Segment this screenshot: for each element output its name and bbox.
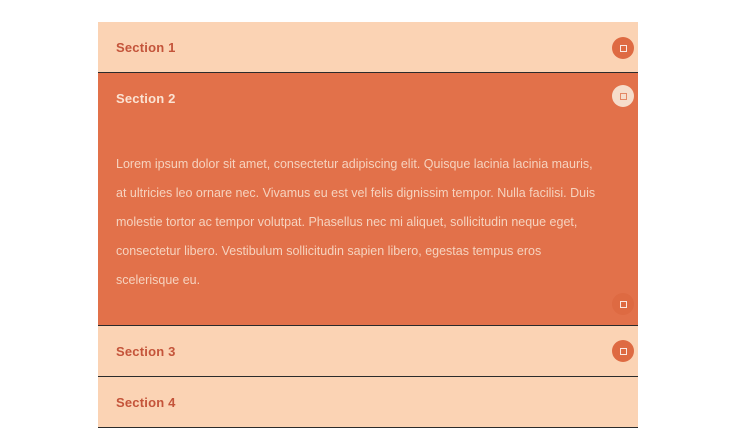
- accordion-section: [98, 73, 638, 326]
- accordion-bottom-divider: [98, 376, 638, 377]
- accordion-header-section-2[interactable]: [98, 73, 638, 124]
- accordion-section: [98, 22, 638, 73]
- section-marker-4-icon[interactable]: [612, 340, 634, 362]
- accordion-header-section-1[interactable]: [98, 22, 638, 73]
- accordion: [98, 22, 638, 428]
- accordion-header-section-3[interactable]: [98, 326, 638, 377]
- accordion-header-section-4[interactable]: [98, 377, 638, 428]
- accordion-title-section-2: Section 2: [116, 91, 176, 106]
- section-marker-1-icon[interactable]: [612, 37, 634, 59]
- square-marker-icon: [620, 348, 627, 355]
- accordion-panel-section-2: [98, 124, 638, 326]
- accordion-title-section-3: Section 3: [116, 343, 176, 359]
- accordion-body-text-section-2: Lorem ipsum dolor sit amet, consectetur adipiscing elit. Quisque lacinia lacinia mauris, at ultricies leo ornare nec. Vivamus eu est vel felis dignissim tempor. Nulla facilisi. Duis molestie tortor ac tempor volutpat. Phasellus nec mi aliquet, sollicitudin neque eget, consectetur libero. Vestibulum sollicitudin sapien libero, egestas tempus eros scelerisque eu.: [116, 157, 596, 287]
- square-marker-icon: [620, 301, 627, 308]
- square-marker-icon: [620, 93, 627, 100]
- square-marker-icon: [620, 45, 627, 52]
- accordion-title-section-4: Section 4: [116, 394, 176, 410]
- section-marker-2-icon[interactable]: [612, 85, 634, 107]
- accordion-section: [98, 377, 638, 428]
- accordion-title-section-1: Section 1: [116, 39, 176, 55]
- accordion-section: [98, 326, 638, 377]
- section-marker-3-icon[interactable]: [612, 293, 634, 315]
